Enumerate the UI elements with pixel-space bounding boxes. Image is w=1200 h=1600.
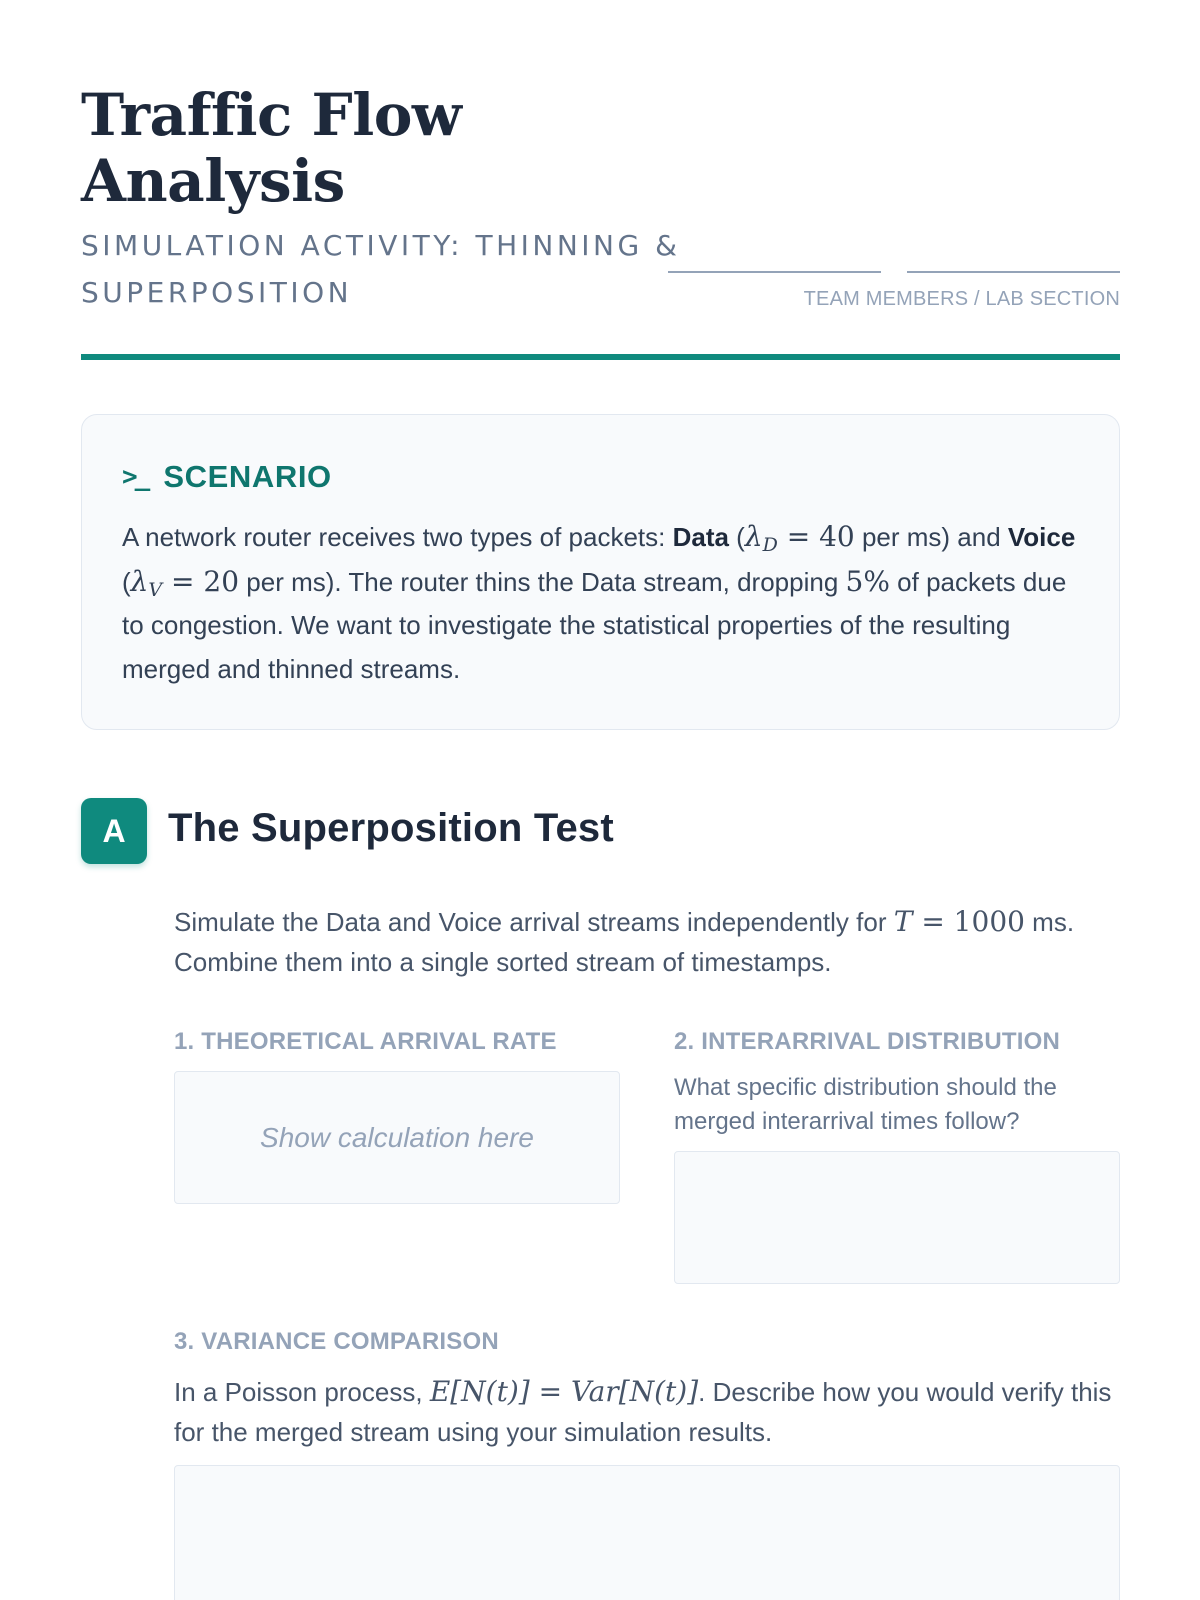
question-1-answer-box[interactable]	[174, 1071, 620, 1204]
terminal-prompt-icon: >_	[122, 462, 148, 492]
time-value: = 1000	[912, 905, 1025, 938]
team-members-line[interactable]	[668, 271, 881, 273]
question-1-placeholder: Show calculation here	[260, 1121, 534, 1153]
lambda-v-formula	[130, 564, 240, 601]
header-divider	[81, 354, 1120, 360]
lambda-symbol: λ	[130, 564, 149, 598]
question-2-label: 2. INTERARRIVAL DISTRIBUTION	[674, 1028, 1061, 1055]
scenario-text-part: of packets due to congestion. We want to investigate the statistical properties of the resulting merged and thinned streams.	[122, 566, 1067, 684]
lambda-v-value: = 20	[162, 564, 240, 598]
intro-text-part: Simulate the Data and Voice arrival streams independently for	[174, 907, 894, 937]
lambda-symbol: λ	[744, 520, 763, 553]
q3-text-part: In a Poisson process,	[174, 1377, 430, 1407]
lambda-d-value: = 40	[777, 520, 855, 553]
page-title	[81, 82, 461, 214]
scenario-text-part: per ms) and	[854, 522, 1008, 552]
scenario-title: SCENARIO	[163, 459, 332, 494]
data-label: Data	[672, 522, 729, 552]
lambda-d-formula	[744, 520, 855, 556]
section-a-intro	[174, 902, 1120, 982]
q3-text-part: . Describe how you would verify this for the merged stream using your simulation results.	[174, 1377, 1112, 1447]
question-3-description	[174, 1372, 1120, 1452]
scenario-text-part: A network router receives two types of packets:	[122, 522, 673, 552]
variance-formula-text: E[N(t)] = Var[N(t)]	[429, 1375, 699, 1408]
scenario-text: A network router receives two types of packets: Data ($\lambda_D = 40$ per ms) and Voice ($\lambda_V = 20$ per ms). The router thins the Data stream, dropping 5% of packets due to congestion. We want to investigate the statistical properties of the resulting merged and thinned streams.	[122, 520, 1076, 684]
question-1-label: 1. THEORETICAL ARRIVAL RATE	[174, 1028, 557, 1055]
lambda-v-subscript: V	[148, 578, 163, 601]
title-line-2: Analysis	[81, 147, 345, 215]
question-3-answer-box[interactable]	[174, 1465, 1120, 1600]
section-a-title: The Superposition Test	[168, 806, 614, 850]
time-symbol: T	[893, 905, 913, 938]
lambda-d-subscript: D	[762, 534, 778, 556]
time-formula	[894, 905, 1025, 938]
sign-caption: TEAM MEMBERS / LAB SECTION	[803, 288, 1120, 310]
lab-section-line[interactable]	[907, 271, 1120, 273]
page-subtitle: SIMULATION ACTIVITY: THINNING & SUPERPOSITION	[81, 229, 681, 309]
section-a-badge: A	[81, 798, 147, 864]
question-2-description: What specific distribution should the merged interarrival times follow?	[674, 1074, 1057, 1135]
question-3-label: 3. VARIANCE COMPARISON	[174, 1328, 499, 1355]
variance-formula	[430, 1375, 698, 1408]
intro-text-part: ms. Combine them into a single sorted stream of timestamps.	[174, 907, 1075, 977]
scenario-header	[122, 459, 332, 495]
scenario-text-part: per ms). The router thins the Data stream, dropping	[239, 566, 846, 597]
title-line-1: Traffic Flow	[81, 81, 462, 149]
scenario-box	[81, 414, 1120, 730]
question-2-answer-box[interactable]	[674, 1151, 1120, 1284]
voice-label: Voice	[1007, 522, 1076, 552]
drop-percentage: 5%	[845, 564, 890, 598]
